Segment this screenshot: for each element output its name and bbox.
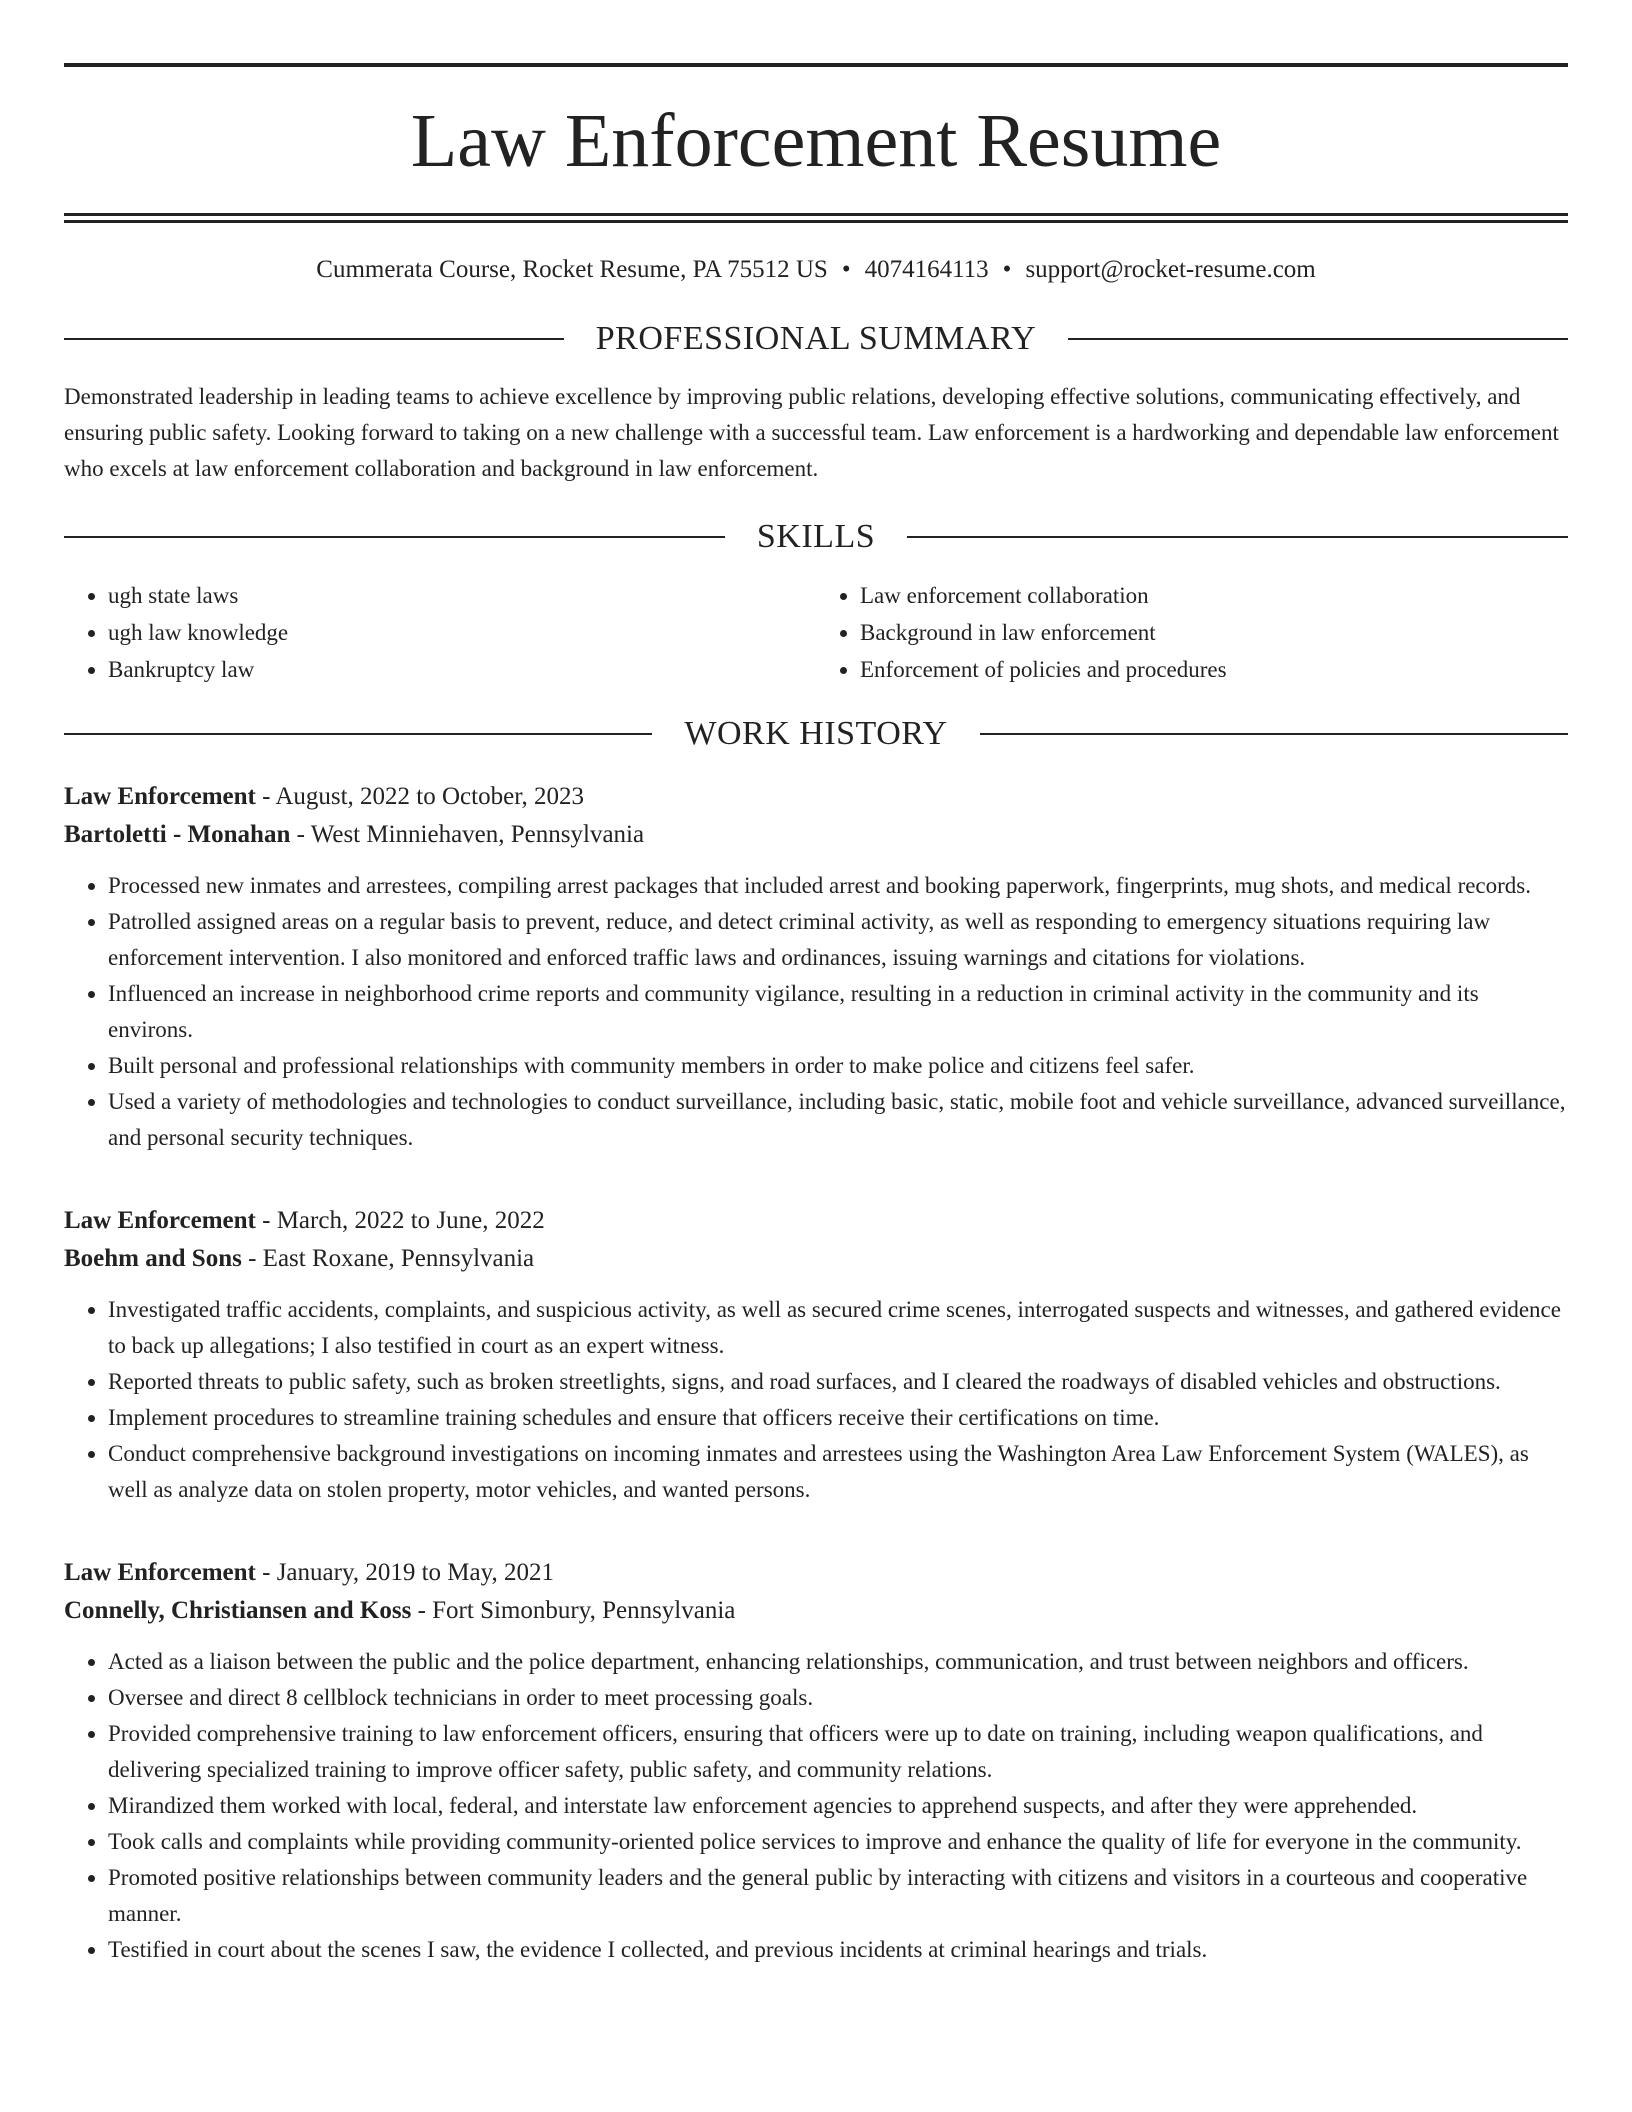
skill-item: • Enforcement of policies and procedures <box>860 651 1568 688</box>
heading-rule-left <box>64 536 725 538</box>
job-company-line <box>64 1592 1568 1630</box>
job-location: - West Minniehaven, Pennsylvania <box>290 821 645 848</box>
contact-separator: • <box>841 256 851 283</box>
job-dates: - January, 2019 to May, 2021 <box>255 1559 554 1586</box>
skill-item: • ugh law knowledge <box>108 614 816 651</box>
skill-item: • Bankruptcy law <box>108 651 816 688</box>
summary-heading-label: PROFESSIONAL SUMMARY <box>595 320 1037 357</box>
job-bullets <box>64 1292 1568 1508</box>
heading-rule-left <box>64 733 652 735</box>
job-company-line <box>64 1240 1568 1278</box>
job-entry <box>64 1554 1568 1968</box>
skill-item: • ugh state laws <box>108 577 816 614</box>
job-bullet: • Investigated traffic accidents, complaints, and suspicious activity, as well as secured crime scenes, interrogated suspects and witnesses, and gathered evidence to back up allegations; I also testified in court as an expert witness. <box>108 1292 1568 1364</box>
skills-column-left <box>64 577 816 688</box>
heading-rule-right <box>980 733 1568 735</box>
job-title-line <box>64 1554 1568 1592</box>
job-bullet: • Oversee and direct 8 cellblock technicians in order to meet processing goals. <box>108 1680 1568 1716</box>
heading-rule-left <box>64 338 564 340</box>
heading-rule-right <box>907 536 1568 538</box>
work-history-heading-label: WORK HISTORY <box>684 715 948 752</box>
job-bullets <box>64 868 1568 1156</box>
job-bullet: • Built personal and professional relationships with community members in order to make police and citizens feel safer. <box>108 1048 1568 1084</box>
contact-phone: 4074164113 <box>864 256 989 283</box>
skill-item: • Law enforcement collaboration <box>860 577 1568 614</box>
skill-item: • Background in law enforcement <box>860 614 1568 651</box>
skills-heading <box>64 517 1568 557</box>
summary-heading <box>64 319 1568 359</box>
job-bullet: • Mirandized them worked with local, federal, and interstate law enforcement agencies to apprehend suspects, and after they were apprehended. <box>108 1788 1568 1824</box>
job-title: Law Enforcement <box>64 1559 256 1586</box>
job-bullet: • Patrolled assigned areas on a regular basis to prevent, reduce, and detect criminal activity, as well as responding to emergency situations requiring law enforcement intervention. I also monitored and enforced traffic laws and ordinances, issuing warnings and citations for violations. <box>108 904 1568 976</box>
job-company-line <box>64 816 1568 854</box>
skills-heading-label: SKILLS <box>756 518 876 555</box>
work-history-heading <box>64 714 1568 754</box>
job-dates: - August, 2022 to October, 2023 <box>255 783 585 810</box>
job-title: Law Enforcement <box>64 783 256 810</box>
summary-text: Demonstrated leadership in leading teams to achieve excellence by improving public relations, developing effective solutions, communicating effectively, and ensuring public safety. Looking forward to taking on a new challenge with a successful team. Law enforcement is a hardworking and dependable law enforcement who excels at law enforcement collaboration and background in law enforcement. <box>64 384 1559 481</box>
job-dates: - March, 2022 to June, 2022 <box>255 1207 545 1234</box>
job-bullet: • Took calls and complaints while providing community-oriented police services to improve and enhance the quality of life for everyone in the community. <box>108 1824 1568 1860</box>
job-bullet: • Acted as a liaison between the public and the police department, enhancing relationships, communication, and trust between neighbors and officers. <box>108 1644 1568 1680</box>
resume-page <box>64 0 1568 1968</box>
job-location: - East Roxane, Pennsylvania <box>241 1245 535 1272</box>
job-bullet: • Promoted positive relationships between community leaders and the general public by interacting with citizens and visitors in a courteous and cooperative manner. <box>108 1860 1568 1932</box>
job-bullet: • Provided comprehensive training to law enforcement officers, ensuring that officers were up to date on training, including weapon qualifications, and delivering specialized training to improve officer safety, public safety, and community relations. <box>108 1716 1568 1788</box>
top-rule <box>64 63 1568 67</box>
job-bullet: • Conduct comprehensive background investigations on incoming inmates and arrestees using the Washington Area Law Enforcement System (WALES), as well as analyze data on stolen property, motor vehicles, and wanted persons. <box>108 1436 1568 1508</box>
contact-address: Cummerata Course, Rocket Resume, PA 75512 US <box>316 256 828 283</box>
resume-title: Law Enforcement Resume <box>410 99 1222 183</box>
title-double-rule <box>64 213 1568 223</box>
job-bullet: • Implement procedures to streamline training schedules and ensure that officers receive their certifications on time. <box>108 1400 1568 1436</box>
job-title: Law Enforcement <box>64 1207 256 1234</box>
job-company: Bartoletti - Monahan <box>64 821 291 848</box>
job-company: Connelly, Christiansen and Koss <box>64 1597 412 1624</box>
job-bullet: • Used a variety of methodologies and technologies to conduct surveillance, including basic, static, mobile foot and vehicle surveillance, advanced surveillance, and personal security techniques. <box>108 1084 1568 1156</box>
job-bullet: • Reported threats to public safety, such as broken streetlights, signs, and road surfaces, and I cleared the roadways of disabled vehicles and obstructions. <box>108 1364 1568 1400</box>
job-company: Boehm and Sons <box>64 1245 242 1272</box>
contact-email: support@rocket-resume.com <box>1025 256 1316 283</box>
contact-separator: • <box>1002 256 1012 283</box>
job-bullet: • Influenced an increase in neighborhood crime reports and community vigilance, resulting in a reduction in criminal activity in the community and its environs. <box>108 976 1568 1048</box>
job-title-line <box>64 1202 1568 1240</box>
job-bullet: • Testified in court about the scenes I saw, the evidence I collected, and previous incidents at criminal hearings and trials. <box>108 1932 1568 1968</box>
contact-line <box>64 255 1568 285</box>
heading-rule-right <box>1068 338 1568 340</box>
job-bullet: • Processed new inmates and arrestees, compiling arrest packages that included arrest and booking paperwork, fingerprints, mug shots, and medical records. <box>108 868 1568 904</box>
skills-list <box>64 577 1568 688</box>
skills-column-right <box>816 577 1568 688</box>
job-title-line <box>64 778 1568 816</box>
job-location: - Fort Simonbury, Pennsylvania <box>411 1597 736 1624</box>
job-entry <box>64 1202 1568 1508</box>
job-bullets <box>64 1644 1568 1968</box>
job-entry <box>64 778 1568 1156</box>
